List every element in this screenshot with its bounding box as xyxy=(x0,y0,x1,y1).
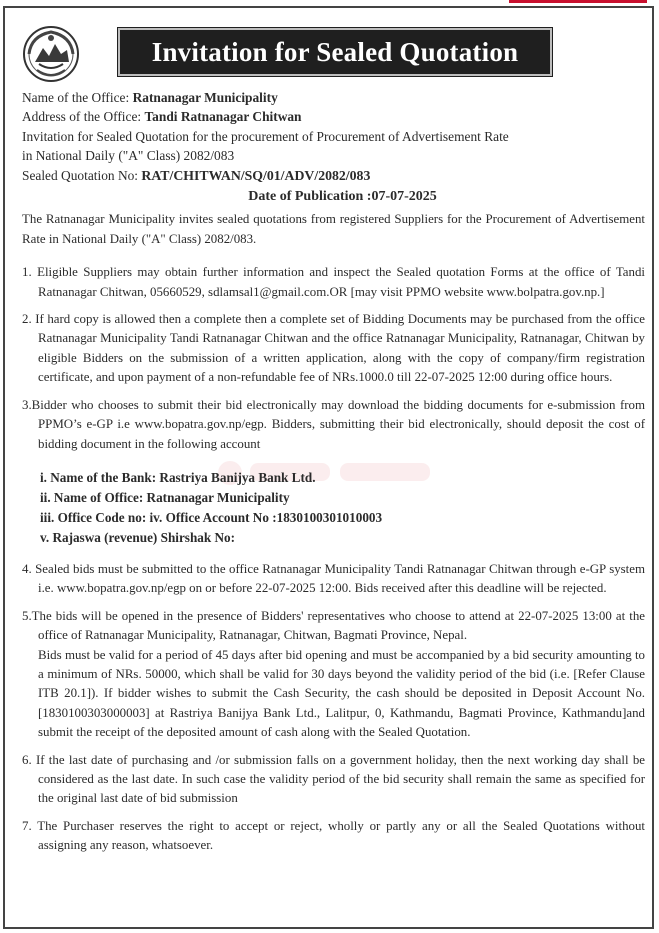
office-address-label: Address of the Office: xyxy=(22,109,142,125)
notice-body xyxy=(22,88,645,864)
sealed-quotation-number: RAT/CHITWAN/SQ/01/ADV/2082/083 xyxy=(141,167,371,183)
bank-revenue-heading: v. Rajaswa (revenue) Shirshak No: xyxy=(40,529,236,545)
instruction-3: 3.Bidder who chooses to submit their bid electronically may download the bidding documents for e-submission from PPMO’s e-GP i.e www.bopatra.gov.np/egp. Bidders, submitting their bid electronically, should deposit the cost of bidding document in the following account xyxy=(22,397,645,451)
publication-date: Date of Publication :07-07-2025 xyxy=(248,189,437,205)
instruction-4: 4. Sealed bids must be submitted to the office Ratnanagar Municipality Tandi Ratnanagar Chitwan through e-GP system i.e. www.bopatra.gov.np/egp on or before 22-07-2025 12:00. Bids received after this deadline will be rejected. xyxy=(22,561,645,596)
bank-office-name: ii. Name of Office: Ratnanagar Municipality xyxy=(40,489,290,505)
top-accent-line xyxy=(509,0,647,3)
nepal-government-emblem-icon xyxy=(21,24,81,84)
office-name-value: Ratnanagar Municipality xyxy=(132,90,278,105)
instructions-list xyxy=(22,263,645,855)
invitation-line-1: Invitation for Sealed Quotation for the procurement of Procurement of Advertisement Rate xyxy=(22,128,509,144)
page-title: Invitation for Sealed Quotation xyxy=(118,28,552,76)
instruction-5-bid-security: Bids must be valid for a period of 45 days after bid opening and must be accompanied by a bid security amounting to a minimum of NRs. 50000, which shall be valid for 30 days beyond the validity period of the bid (i.e. [Refer Clause ITB 20.1]). If bidder wishes to submit the Cash Security, the cash should be deposited in Deposit Account No. [1830100303000003] at Rastriya Banijya Bank Ltd., Lalitpur, 0, Kathmandu, Bagmati Province, Kathmandu]and submit the receipt of the deposited amount of cash along with the Sealed Quotation. xyxy=(38,647,645,740)
office-name-label: Name of the Office: xyxy=(22,90,130,105)
sealed-quotation-label: Sealed Quotation No: xyxy=(22,167,139,183)
sealed-quotation-row xyxy=(22,166,645,185)
bank-office-account: iii. Office Code no: iv. Office Account No :1830100301010003 xyxy=(40,509,383,525)
instruction-5: 5.The bids will be opened in the presence of Bidders' representatives who choose to attend at 22-07-2025 13:00 at the office of Ratnanagar Municipality, Ratnanagar, Chitwan, Bagmati Province, Nepal. xyxy=(22,608,645,643)
office-name-row xyxy=(22,88,645,107)
invitation-line-2: in National Daily ("A" Class) 2082/083 xyxy=(22,148,235,164)
instruction-7: 7. The Purchaser reserves the right to accept or reject, wholly or partly any or all the Sealed Quotations without assigning any reason, whatsoever. xyxy=(22,818,645,853)
bank-name: i. Name of the Bank: Rastriya Banijya Bank Ltd. xyxy=(40,469,316,485)
instruction-2: 2. If hard copy is allowed then a complete then a complete set of Bidding Documents may be purchased from the office Ratnanagar Municipality Tandi Ratnanagar Chitwan and the office Ratnanagar Municipality, Ratnanagar, Chitwan by eligible Bidders on the submission of a written application, along with the copy of company/firm registration certificate, and upon payment of a non-refundable fee of NRs.1000.0 till 22-07-2025 12:00 during office hours. xyxy=(22,312,645,385)
office-address-value: Tandi Ratnanagar Chitwan xyxy=(144,109,302,125)
bank-details xyxy=(40,468,645,548)
intro-paragraph: The Ratnanagar Municipality invites sealed quotations from registered Suppliers for the Procurement of Advertisement Rate in National Daily ("A" Class) 2082/083. xyxy=(22,212,645,246)
office-address-row xyxy=(22,107,645,126)
notice-page xyxy=(3,6,654,929)
instruction-1: 1. Eligible Suppliers may obtain further information and inspect the Sealed quotation Forms at the office of Tandi Ratnanagar Chitwan, 05660529, sdlamsal1@gmail.com.OR [may visit PPMO website www.bolpatra.gov.np.] xyxy=(22,265,645,299)
instruction-6: 6. If the last date of purchasing and /or submission falls on a government holiday, then the next working day shall be considered as the last date. In such case the validity period of the bid security shall remain the same as specified for the original last date of bid submission xyxy=(22,752,645,806)
